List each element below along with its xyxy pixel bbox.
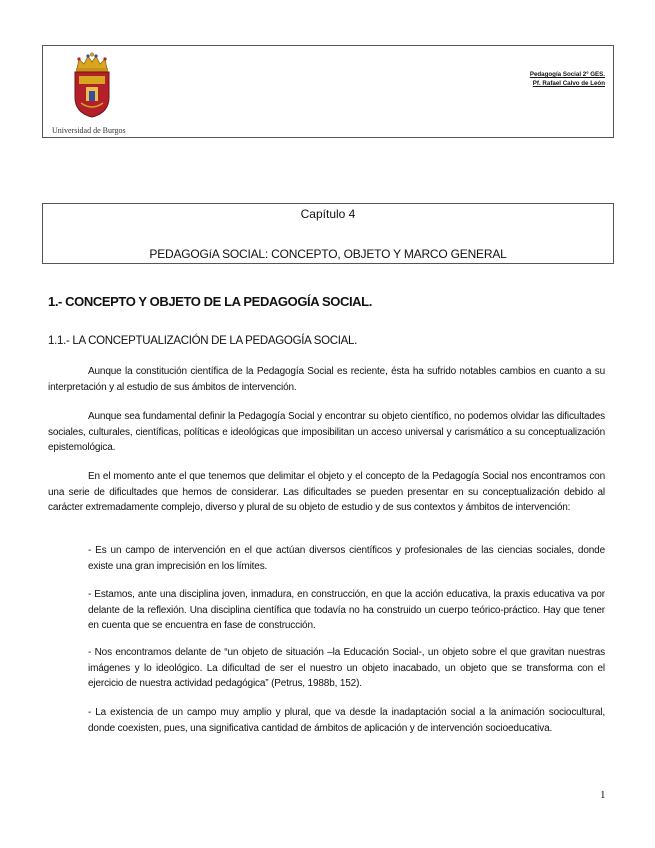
paragraph-3: En el momento ante el que tenemos que delimitar el objeto y el concepto de la Pedagogía Social nos encontramos con una serie de dificultades que hemos de considerar. Las dificultades se pueden presentar en su conceptualización debido al carácter extremadamente complejo, diverso y plural de su objeto de estudio y de sus contextos y ámbitos de intervención: <box>48 471 605 513</box>
chapter-title: PEDAGOGíA SOCIAL: CONCEPTO, OBJETO Y MARCO GENERAL <box>149 247 507 261</box>
paragraph-1: Aunque la constitución científica de la Pedagogía Social es reciente, ésta ha sufrido notables cambios en cuanto a su interpretación y al estudio de sus ámbitos de intervención. <box>48 366 605 393</box>
university-crest-logo <box>69 51 115 119</box>
bullet-item-4: - La existencia de un campo muy amplio y plural, que va desde la inadaptación social a la animación sociocultural, donde coexisten, pues, una significativa cantidad de ámbitos de aplicación y de intervención socioeducativa. <box>88 707 605 734</box>
paragraph-2: Aunque sea fundamental definir la Pedagogía Social y encontrar su objeto científico, no podemos olvidar las dificultades sociales, culturales, científicas, políticas e ideológicas que imposibilitan un acceso universal y carismático a su conceptualización epistemológica. <box>48 411 605 453</box>
bullet-item-1: - Es un campo de intervención en el que actúan diversos científicos y profesionales de las ciencias sociales, donde existe una gran imprecisión en los límites. <box>88 545 605 572</box>
chapter-title-box <box>42 203 614 264</box>
page-number: 1 <box>600 789 606 801</box>
course-info <box>530 70 605 88</box>
course-professor: Pf. Rafael Calvo de León <box>532 80 605 87</box>
course-title: Pedagogía Social 2º GES. <box>529 71 605 78</box>
section-heading: 1.- CONCEPTO Y OBJETO DE LA PEDAGOGÍA SOCIAL. <box>48 294 372 309</box>
bullet-item-3: - Nos encontramos delante de “un objeto de situación –la Educación Social-, un objeto sobre el que gravitan nuestras imágenes y lo ideológico. La dificultad de ser el nuestro un objeto inacabado, un objeto que se transforma con el ejercicio de nuestra actividad pedagógica” (Petrus, 1988b, 152). <box>88 647 605 689</box>
page-header <box>42 45 614 138</box>
chapter-number: Capítulo 4 <box>300 207 356 221</box>
subsection-heading: 1.1.- LA CONCEPTUALIZACIÓN DE LA PEDAGOGÍA SOCIAL. <box>48 335 358 347</box>
bullet-item-2: - Estamos, ante una disciplina joven, inmadura, en construcción, en que la acción educativa, la praxis educativa va por delante de la reflexión. Una disciplina científica que todavía no ha construido un cuerpo teórico-práctico. Hay que tener en cuenta que se encuentra en fase de construcción. <box>88 589 605 631</box>
university-name: Universidad de Burgos <box>52 126 126 135</box>
